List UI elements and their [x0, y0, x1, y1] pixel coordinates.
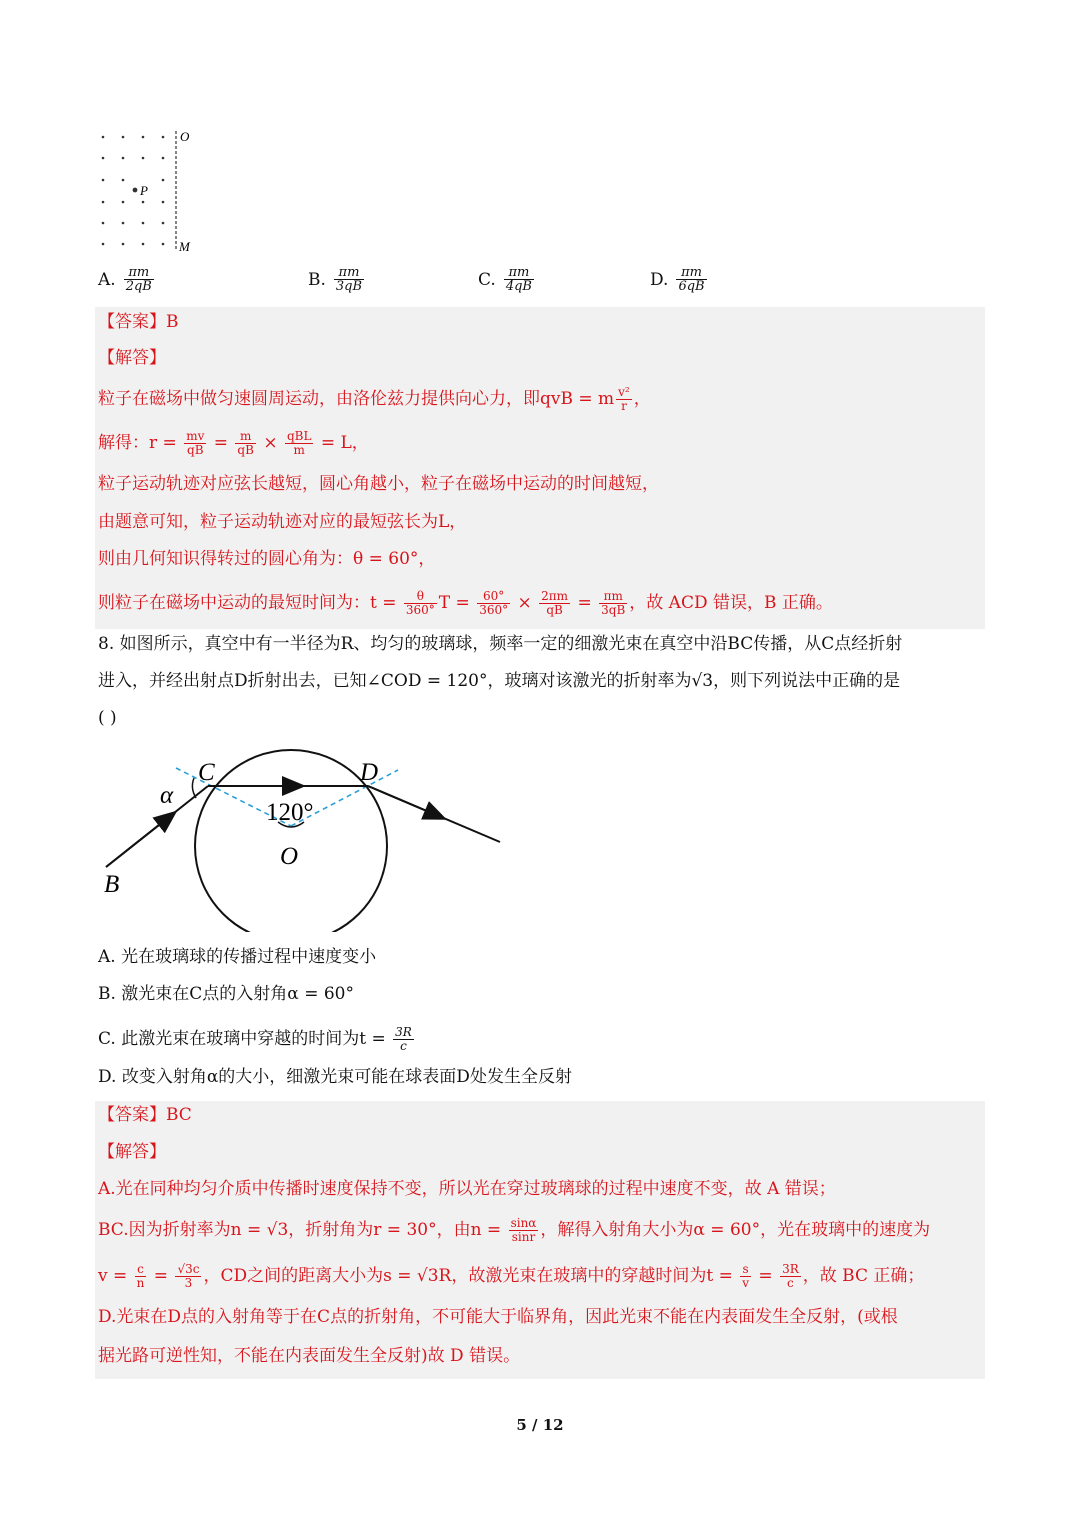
q8-option-a: A. 光在玻璃球的传播过程中速度变小	[98, 947, 377, 967]
frac	[509, 1217, 539, 1244]
frac-den: 2qB	[125, 279, 152, 294]
sphere-circle	[195, 750, 387, 932]
text: BC.因为折射率为n = √3，折射角为r = 30°，由n =	[98, 1220, 507, 1240]
frac	[175, 1263, 201, 1290]
frac-num: mv	[186, 429, 205, 443]
q7-line-5: 则由几何知识得转过的圆心角为：θ = 60°，	[98, 549, 436, 569]
q7-line-4: 由题意可知，粒子运动轨迹对应的最短弦长为L，	[98, 512, 467, 532]
label-m: M	[179, 239, 190, 254]
frac-den: r	[621, 399, 627, 413]
label-d: D	[360, 759, 379, 786]
q7-line-2	[98, 430, 369, 457]
text: =	[208, 433, 234, 453]
magnetic-field-figure	[95, 125, 205, 255]
q8-answer: 【答案】BC	[98, 1105, 192, 1125]
text: ×	[257, 433, 283, 453]
frac-num: 60°	[477, 590, 510, 604]
frac-num: πm	[124, 266, 154, 280]
frac-den: 360°	[479, 603, 509, 617]
q8-sol-3	[98, 1263, 924, 1290]
frac	[780, 1263, 801, 1290]
label-angle: 120°	[266, 799, 314, 826]
text: ×	[512, 593, 538, 613]
q8-option-c	[98, 1026, 416, 1053]
frac-den: n	[136, 1276, 145, 1290]
frac	[616, 386, 632, 413]
label-c: C	[198, 759, 215, 786]
text: 则粒子在磁场中运动的最短时间为：t =	[98, 593, 402, 613]
frac-den: c	[400, 1039, 407, 1053]
frac	[599, 590, 627, 617]
text: ，	[633, 389, 651, 409]
text: T =	[438, 593, 476, 613]
frac-num: √3c	[177, 1262, 200, 1276]
q8-jieda: 【解答】	[98, 1142, 166, 1162]
q8-sol-1: A.光在同种均匀介质中传播时速度保持不变，所以光在穿过玻璃球的过程中速度不变，故 A 错误；	[98, 1179, 836, 1199]
frac-num: 2πm	[541, 589, 569, 603]
q7-line-1	[98, 386, 651, 413]
frac	[404, 590, 437, 617]
frac-den: m	[293, 443, 305, 457]
q8-stem-2: 进入，并经出射点D折射出去，已知∠COD = 120°，玻璃对该激光的折射率为√3，则下列说法中正确的是	[98, 671, 901, 691]
option-letter: B.	[308, 269, 326, 290]
text: 粒子在磁场中做匀速圆周运动，由洛伦兹力提供向心力，即qvB = m	[98, 389, 615, 409]
frac-num: m	[235, 430, 256, 444]
page-number: 5 / 12	[516, 1416, 564, 1434]
frac-den: 3	[184, 1276, 193, 1290]
frac-den: 6qB	[678, 279, 705, 294]
frac-den: v	[742, 1276, 749, 1290]
frac-num: πm	[334, 266, 364, 280]
text: ，故 ACD 错误，B 正确。	[629, 593, 833, 613]
text: C. 此激光束在玻璃中穿越的时间为t =	[98, 1029, 392, 1049]
frac-den: 3qB	[335, 279, 363, 294]
frac	[135, 1263, 147, 1290]
option-d	[650, 266, 709, 293]
frac-den: sinr	[511, 1230, 536, 1244]
frac-num: s	[740, 1263, 751, 1277]
frac	[539, 590, 570, 617]
frac-num: c	[135, 1263, 147, 1277]
frac-num: πm	[676, 266, 706, 280]
frac	[285, 430, 313, 457]
option-b	[308, 266, 366, 293]
frac	[235, 430, 256, 457]
frac	[184, 430, 206, 457]
q8-option-b: B. 激光束在C点的入射角α = 60°	[98, 984, 354, 1004]
frac	[393, 1026, 414, 1053]
frac-num: 3R	[782, 1262, 799, 1276]
option-fraction	[504, 266, 534, 293]
option-fraction	[124, 266, 154, 293]
frac-den: qB	[237, 443, 254, 457]
text: = L，	[315, 433, 369, 453]
label-alpha: α	[160, 782, 174, 809]
text: ，CD之间的距离大小为s = √3R，故激光束在玻璃中的穿越时间为t =	[203, 1266, 739, 1286]
q8-sol-2	[98, 1217, 930, 1244]
option-fraction	[676, 266, 706, 293]
label-p: P	[140, 183, 148, 198]
option-c	[478, 266, 536, 293]
frac-num: πm	[504, 266, 534, 280]
option-letter: A.	[98, 269, 116, 290]
q7-answer: 【答案】B	[98, 312, 179, 332]
text: =	[572, 593, 598, 613]
frac-num: v²	[618, 385, 630, 399]
q8-sol-5: 据光路可逆性知，不能在内表面发生全反射)故 D 错误。	[98, 1346, 521, 1366]
option-letter: D.	[650, 269, 669, 290]
frac-den: 3qB	[601, 603, 626, 617]
label-b: B	[104, 871, 120, 898]
q8-stem-1: 8. 如图所示，真空中有一半径为R、均匀的玻璃球，频率一定的细激光束在真空中沿BC传播，从C点经折射	[98, 634, 903, 654]
option-letter: C.	[478, 269, 496, 290]
q7-line-3: 粒子运动轨迹对应弦长越短，圆心角越小，粒子在磁场中运动的时间越短，	[98, 474, 659, 494]
frac-den: 4qB	[505, 279, 532, 294]
text: ，故 BC 正确；	[802, 1266, 925, 1286]
text: v =	[98, 1266, 133, 1286]
option-fraction	[334, 266, 364, 293]
frac-num: sinα	[510, 1216, 537, 1230]
q7-answer-box	[95, 307, 985, 629]
text: ，解得入射角大小为α = 60°，光在玻璃中的速度为	[540, 1220, 931, 1240]
q7-line-6	[98, 590, 833, 617]
frac-den: 360°	[405, 603, 435, 617]
frac	[740, 1263, 751, 1290]
frac-den: qB	[187, 443, 204, 457]
q8-stem-3: ( )	[98, 708, 117, 728]
text: =	[148, 1266, 174, 1286]
option-a	[98, 266, 156, 293]
frac-num: qBL	[286, 429, 312, 443]
text: 解得：r =	[98, 433, 183, 453]
q7-jieda: 【解答】	[98, 348, 166, 368]
q7-options	[98, 266, 798, 300]
glass-sphere-figure	[98, 742, 518, 932]
frac-num: 3R	[395, 1025, 412, 1039]
label-o: O	[180, 129, 190, 144]
q8-option-d: D. 改变入射角α的大小，细激光束可能在球表面D处发生全反射	[98, 1067, 572, 1087]
frac	[477, 590, 510, 617]
frac-den: qB	[546, 603, 563, 617]
frac-num: θ	[404, 590, 437, 604]
label-o: O	[280, 843, 299, 870]
frac-num: πm	[599, 590, 627, 604]
frac-den: c	[787, 1276, 794, 1290]
q8-sol-4: D.光束在D点的入射角等于在C点的折射角，不可能大于临界角，因此光束不能在内表面发生全反射，(或根	[98, 1307, 898, 1327]
text: =	[753, 1266, 779, 1286]
